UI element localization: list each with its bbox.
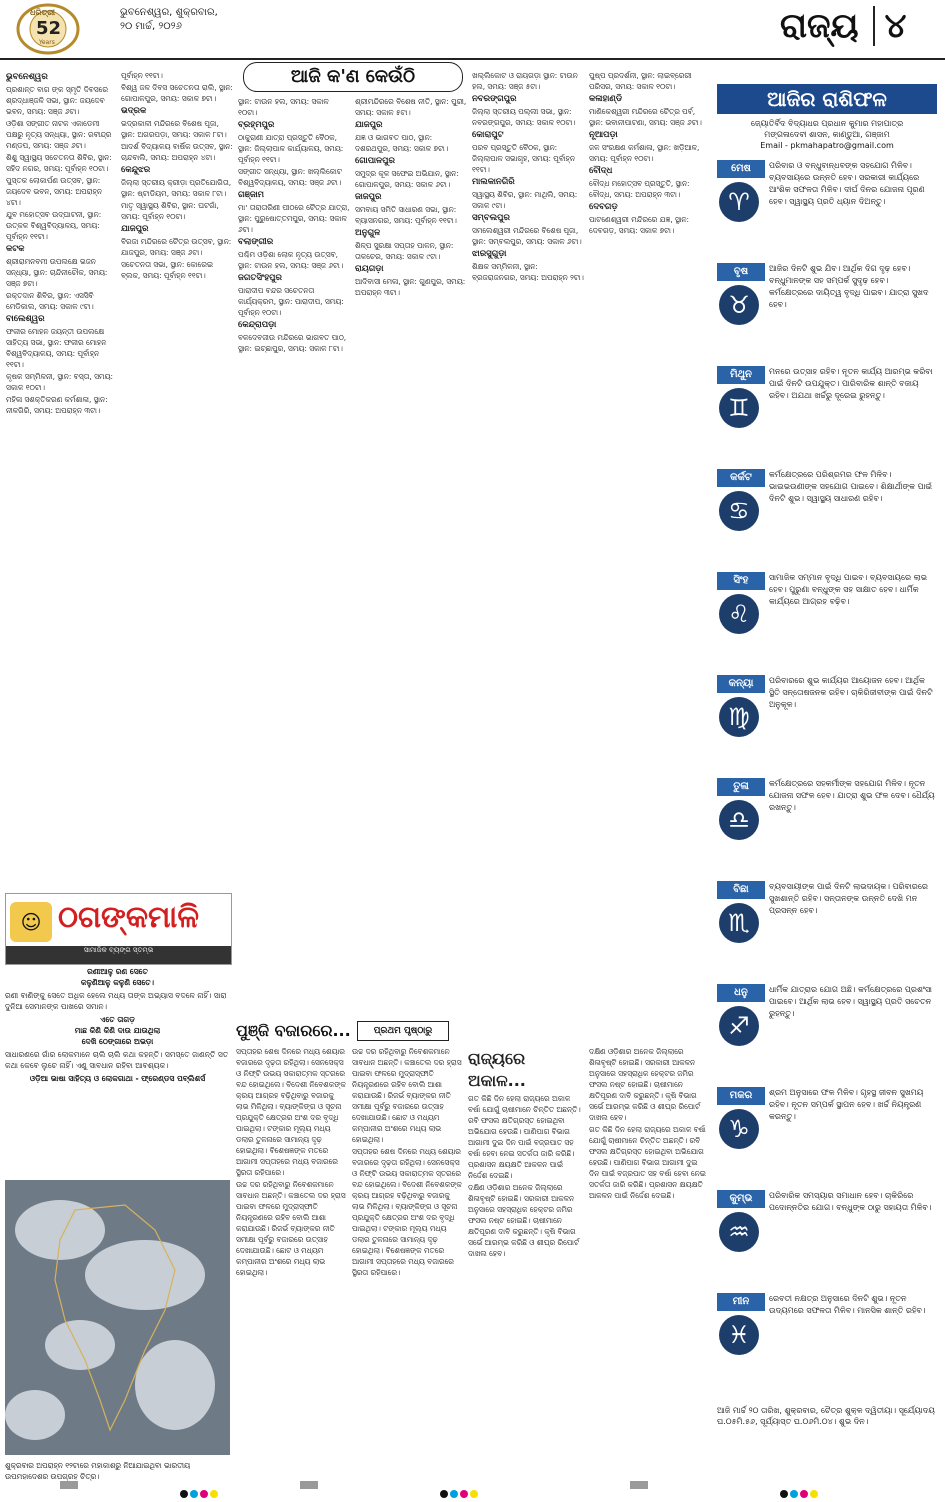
- sign-forecast: ମନରେ ଉତ୍ସାହ ରହିବ। ନୂତନ କାର୍ଯ୍ୟ ଆରମ୍ଭ କରିବା ପାଇଁ ଦିନଟି ଉପଯୁକ୍ତ। ପାରିବାରିକ ଶାନ୍ତି ବଜାୟ ରହିବ। ଅଯଥା ଖର୍ଚ୍ଚରୁ ଦୂରେଇ ରୁହନ୍ତୁ।: [769, 367, 933, 400]
- listing-district-heading: ରାୟଗଡ଼ା: [355, 264, 384, 274]
- horoscope-sign: [717, 469, 937, 565]
- lead-text-1b: ଉଚ୍ଚ ଦର ରହିଥିବାରୁ ନିବେଶକମାନେ ସାବଧାନ ଅଛନ୍ତି। କଞ୍ଚାତେଲ ଦର ହ୍ରାସ ପାଇବା ଫଳରେ ମୁଦ୍ରାସ୍ଫୀତି ନିୟନ୍ତ୍ରଣରେ ରହିବ ବୋଲି ଆଶା କରାଯାଉଛି। ରିଜର୍ଭ ବ୍ୟାଙ୍କର ନୀତି ସମୀକ୍ଷା ପୂର୍ବରୁ ବଜାରରେ ଉତ୍ସାହ ଦେଖାଯାଉଛି। ଛୋଟ ଓ ମଧ୍ୟମ କମ୍ପାନୀର ଅଂଶରେ ମଧ୍ୟ ଲାଭ ହୋଇଥିଲା।: [236, 1180, 346, 1277]
- lead-column-3: [468, 1046, 583, 1456]
- listing-item: ପଶ୍ଚିମ ଓଡ଼ିଶା ଲୋକ ନୃତ୍ୟ ଉତ୍ସବ, ସ୍ଥାନ: ଟାଉନ ହଲ, ସମୟ: ସଞ୍ଜ ୬ଟା।: [238, 250, 344, 270]
- listing-district-heading: ସମ୍ବଲପୁର: [472, 213, 510, 223]
- listing-district-heading: ଭଦ୍ରକ: [121, 106, 147, 116]
- horoscope-sign: [717, 1087, 937, 1183]
- sign-name: ମୀନ: [717, 1293, 765, 1311]
- listing-item: ପ୍ରଶାନ୍ତ ବାଗ ଙ୍କ ସ୍ମୃତି ଦିବସରେ ଶ୍ରଦ୍ଧାଞ୍ଜଳି ସଭା, ସ୍ଥାନ: ଜୟଦେବ ଭବନ, ସମୟ: ସଞ୍ଜ ୬ଟା।: [6, 85, 108, 116]
- sign-forecast: ବ୍ୟବସାୟୀଙ୍କ ପାଇଁ ଦିନଟି ଲାଭଦାୟକ। ପରିବାରରେ ସୁଖଶାନ୍ତି ରହିବ। ସନ୍ତାନଙ୍କ ଉନ୍ନତି ଦେଖି ମନ ପ୍ରସନ୍ନ ହେବ।: [769, 882, 928, 915]
- listing-district-heading: କଟକ: [6, 244, 25, 254]
- horoscope-sign: [717, 366, 937, 462]
- listing-item: ସ୍ଥାନ: ଟାଉନ ହଲ, ସମୟ: ସକାଳ ୧୦ଟା।: [238, 97, 329, 117]
- lead-headline: ପୁଞ୍ଜି ବଜାରରେ...: [236, 1021, 351, 1040]
- section-name: ରାଜ୍ୟ: [780, 6, 859, 46]
- listing-item: ସମଲେଶ୍ୱରୀ ମନ୍ଦିରରେ ବିଶେଷ ପୂଜା, ସ୍ଥାନ: ସମ୍ବଲପୁର, ସମୟ: ସକାଳ ୬ଟା।: [472, 226, 582, 246]
- cartoon-face-icon: ☺: [10, 902, 52, 942]
- listing-item: ଜିଲ୍ଲା ସ୍ତରୀୟ ପଲ୍ଲୀ ସଭା, ସ୍ଥାନ: ନବରଙ୍ଗପୁର, ସମୟ: ସକାଳ ୧୦ଟା।: [472, 107, 576, 127]
- listing-district-heading: ଝାରସୁଗୁଡ଼ା: [472, 249, 507, 259]
- listing-item: ମାତୃ ସ୍ୱାସ୍ଥ୍ୟ ଶିବିର, ସ୍ଥାନ: ଘଟଗାଁ, ସମୟ: ପୂର୍ବାହ୍ନ ୧୦ଟା।: [121, 201, 219, 221]
- listing-item: ସଙ୍ଗୀତ ସନ୍ଧ୍ୟା, ସ୍ଥାନ: ଖଲ୍ଲିକୋଟ ବିଶ୍ୱବିଦ୍ୟାଳୟ, ସମୟ: ସଞ୍ଜ ୬ଟା।: [238, 167, 342, 187]
- listing-district-heading: ଯାଜପୁର: [355, 120, 383, 130]
- masthead-logo: [8, 2, 88, 56]
- zodiac-icon: ♍: [719, 697, 759, 737]
- listing-district-heading: କେନ୍ଦୁଝର: [121, 165, 151, 175]
- listing-item: ଖଲ୍ଲିକୋଟ ଓ ରାୟଗଡ଼ା ସ୍ଥାନ: ଟାଉନ ହଲ, ସମୟ: ସଞ୍ଜ ୫ଟା।: [472, 71, 578, 91]
- listing-district-heading: ବାଲେଶ୍ୱର: [6, 314, 45, 324]
- listing-item: ସମୁଦ୍ର କୂଳ ସଫେଇ ଅଭିଯାନ, ସ୍ଥାନ: ଗୋପାଳପୁର, ସମୟ: ସକାଳ ୬ଟା।: [355, 169, 459, 189]
- listing-district-heading: କୋରାପୁଟ: [472, 130, 504, 140]
- listing-district-heading: ବଲାଙ୍ଗୀର: [238, 237, 274, 247]
- logo-text: ଧରିତ୍ରୀ: [30, 8, 55, 17]
- sign-name: ଧନୁ: [717, 984, 765, 1002]
- satire-verse: କଳୁଣିଆଳୁ କଳୁଣି ସେତେ।: [80, 978, 155, 987]
- listing-district-heading: ନବରଙ୍ଗପୁର: [472, 94, 517, 104]
- listing-item: ଠାକୁରାଣୀ ଯାତ୍ରା ପ୍ରସ୍ତୁତି ବୈଠକ, ସ୍ଥାନ: ଜିଲ୍ଲାପାଳ କାର୍ଯ୍ୟାଳୟ, ସମୟ: ପୂର୍ବାହ୍ନ ୧୧ଟା।: [238, 133, 344, 164]
- sign-name: ବିଛା: [717, 881, 765, 899]
- zodiac-icon: ♎: [719, 800, 759, 840]
- satire-verse: ଏତେ ତାଗଡ଼: [100, 1015, 135, 1024]
- lead-text-3: ଗତ କିଛି ଦିନ ହେଲା ରାଜ୍ୟରେ ଅକାଳ ବର୍ଷା ଯୋଗୁଁ ଚାଷୀମାନେ ଚିନ୍ତିତ ଅଛନ୍ତି। ରବି ଫସଲ କ୍ଷତିଗ୍ରସ୍ତ ହୋଇଥିବା ଅଭିଯୋଗ ହେଉଛି। ପାଣିପାଗ ବିଭାଗ ଆଗାମୀ ଦୁଇ ଦିନ ପାଇଁ ବଜ୍ରପାତ ସହ ବର୍ଷା ହେବା ନେଇ ସତର୍କତା ଜାରି କରିଛି। ପ୍ରଶାସନ କ୍ଷୟକ୍ଷତି ଆକଳନ ପାଇଁ ନିର୍ଦ୍ଦେଶ ଦେଇଛି।: [468, 1094, 581, 1180]
- page-number: ୪: [873, 6, 907, 46]
- sign-name: ମକର: [717, 1087, 765, 1105]
- listing-item: ଶିଳ୍ପ ସୁରକ୍ଷା ସପ୍ତାହ ପାଳନ, ସ୍ଥାନ: ତାଳଚେର, ସମୟ: ସକାଳ ୯ଟା।: [355, 241, 454, 261]
- listing-item: ଶିକ୍ଷକ ସମ୍ମିଳନୀ, ସ୍ଥାନ: ବ୍ରଜରାଜନଗର, ସମୟ: ଅପରାହ୍ନ ୨ଟା।: [472, 262, 584, 282]
- zodiac-icon: ♋: [719, 491, 759, 531]
- listing-item: ଶ୍ରୀମନ୍ଦିରରେ ବିଶେଷ ନୀତି, ସ୍ଥାନ: ପୁରୀ, ସମୟ: ସକାଳ ୫ଟା।: [355, 97, 467, 117]
- listing-item: ମାଣିକେଶ୍ୱରୀ ମନ୍ଦିରରେ ଚୈତ୍ର ପର୍ବ, ସ୍ଥାନ: ଭବାନୀପାଟଣା, ସମୟ: ସଞ୍ଜ ୬ଟା।: [589, 107, 702, 127]
- listing-item: ବଳଦେବଜୀଉ ମନ୍ଦିରରେ ଭାଗବତ ପାଠ, ସ୍ଥାନ: ଇଚ୍ଛାପୁର, ସମୟ: ସକାଳ ୮ଟା।: [238, 333, 347, 353]
- sign-name: କୁମ୍ଭ: [717, 1190, 765, 1208]
- listing-item: ଯଜ୍ଞ ଓ ଭାଗବତ ପାଠ, ସ୍ଥାନ: ଦଶରଥପୁର, ସମୟ: ସକାଳ ୭ଟା।: [355, 133, 449, 153]
- satire-paragraph: ରଣୀ ବାଣିଙ୍କୁ ସେତେ ଅଧିକ ହେଲେ ମଧ୍ୟ ତାଙ୍କ ଅଭ୍ୟାସ ବଦଳେ ନାହିଁ। ସାରା ଦୁନିଆ ସେମାନଙ୍କ ପାଖରେ ସମାନ।: [5, 991, 227, 1011]
- listing-item: ଶିଶୁ ସ୍ୱାସ୍ଥ୍ୟ ସଚେତନତା ଶିବିର, ସ୍ଥାନ: ସହିଦ ନଗର, ସମୟ: ପୂର୍ବାହ୍ନ ୧୦ଟା।: [6, 153, 112, 173]
- sign-forecast: ରେବତୀ ନକ୍ଷତ୍ର ଅନୁସାରେ ଦିନଟି ଶୁଭ। ନୂତନ ଉଦ୍ୟମରେ ସଫଳତା ମିଳିବ। ମାନସିକ ଶାନ୍ତି ରହିବ।: [769, 1294, 926, 1315]
- sign-name: କନ୍ୟା: [717, 675, 765, 693]
- listing-item: ବୌଦ୍ଧ ମହୋତ୍ସବ ପ୍ରସ୍ତୁତି, ସ୍ଥାନ: ବୌଦ୍ଧ, ସମୟ: ଅପରାହ୍ନ ୩ଟା।: [589, 179, 690, 199]
- horoscope-sign: [717, 160, 937, 256]
- listing-item: ପରବ ପ୍ରସ୍ତୁତି ବୈଠକ, ସ୍ଥାନ: ଜିଲ୍ଲାପାଳ ସଭାଗୃହ, ସମୟ: ପୂର୍ବାହ୍ନ ୧୧ଟା।: [472, 143, 575, 174]
- sign-forecast: ସାମାଜିକ ସମ୍ମାନ ବୃଦ୍ଧି ପାଇବ। ବ୍ୟବସାୟରେ ଲାଭ ହେବ। ପୁରୁଣା ବନ୍ଧୁଙ୍କ ସହ ସାକ୍ଷାତ ହେବ। ଧାର୍ମିକ କାର୍ଯ୍ୟରେ ଆଗ୍ରହ ବଢ଼ିବ।: [769, 573, 928, 606]
- dateline-date: ୨୦ ମାର୍ଚ୍ଚ, ୨୦୨୬: [120, 21, 182, 32]
- listing-column-3: [238, 96, 350, 1006]
- horoscope-sign: [717, 572, 937, 668]
- horoscope-sign: [717, 1190, 937, 1286]
- listing-column-5: [472, 70, 584, 1006]
- listing-district-heading: ମାଲକାନଗିରି: [472, 177, 515, 187]
- astrologer-name: ଜ୍ୟୋତିର୍ବିଦ ବିଦ୍ୟାଧର ପ୍ରଧାନ କୁମାର ମହାପାତ୍ର: [750, 119, 904, 128]
- horoscope-sign: [717, 984, 937, 1080]
- print-mark: [60, 1481, 78, 1489]
- astrologer-address: ମଙ୍ଗଳାଦେବୀ ଶାସନ, କାଣ୍ଡୁଆ, ଗଞ୍ଜାମ: [764, 130, 890, 139]
- logo-years: 52: [36, 18, 62, 39]
- listing-item: ରକ୍ତଦାନ ଶିବିର, ସ୍ଥାନ: ଏସସିବି ମେଡିକାଲ, ସମୟ: ସକାଳ ୯ଟା।: [6, 291, 94, 311]
- listing-district-heading: ଗଞ୍ଜାମ: [238, 190, 265, 200]
- sign-name: କର୍କଟ: [717, 469, 765, 487]
- lead-text-3b: ଦକ୍ଷିଣ ଓଡ଼ିଶାର ଅନେକ ଜିଲ୍ଲାରେ ଶିଳାବୃଷ୍ଟି ହୋଇଛି। ସରକାରୀ ଆକଳନ ଅନୁସାରେ ସହସ୍ରାଧିକ ହେକ୍ଟର ଜମିର ଫସଲ ନଷ୍ଟ ହୋଇଛି। ଚାଷୀମାନେ କ୍ଷତିପୂରଣ ଦାବି କରୁଛନ୍ତି। କୃଷି ବିଭାଗ ସର୍ଭେ ଆରମ୍ଭ କରିଛି ଓ ଶୀଘ୍ର ରିପୋର୍ଟ ଦାଖଲ ହେବ।: [468, 1183, 580, 1258]
- listing-item: ଯୁବ ମହୋତ୍ସବ ଉଦ୍‌ଘାଟନୀ, ସ୍ଥାନ: ଉତ୍କଳ ବିଶ୍ୱବିଦ୍ୟାଳୟ, ସମୟ: ପୂର୍ବାହ୍ନ ୧୧ଟା।: [6, 210, 102, 241]
- sign-forecast: କର୍ମକ୍ଷେତ୍ରରେ ପରିଶ୍ରମର ଫଳ ମିଳିବ। ଭାଇଭଉଣୀଙ୍କ ସହଯୋଗ ପାଇବେ। ଶିକ୍ଷାର୍ଥୀଙ୍କ ପାଇଁ ଦିନଟି ଶୁଭ। ସ୍ୱାସ୍ଥ୍ୟ ସାଧାରଣ ରହିବ।: [769, 470, 933, 503]
- listing-district-heading: ଅନୁଗୁଳ: [355, 228, 381, 238]
- listing-item: ଭଦ୍ରକାଳୀ ମନ୍ଦିରରେ ବିଶେଷ ପୂଜା, ସ୍ଥାନ: ଅଗରପଡ଼ା, ସମୟ: ସକାଳ ୮ଟା।: [121, 119, 227, 139]
- listing-district-heading: ଜଗତସିଂହପୁର: [238, 273, 282, 283]
- listing-item: ଜଳ ସଂରକ୍ଷଣ କର୍ମଶାଳା, ସ୍ଥାନ: ଖଡ଼ିଆଳ, ସମୟ: ପୂର୍ବାହ୍ନ ୧୦ଟା।: [589, 143, 700, 163]
- listing-district-heading: ବୌଦ୍ଧ: [589, 166, 613, 176]
- zodiac-icon: ♐: [719, 1006, 759, 1046]
- horoscope-sign: [717, 881, 937, 977]
- section-title: [780, 6, 940, 52]
- satire-verse: ଓଡ଼ିଆ ଭାଷା ସାହିତ୍ୟ ଓ ଲୋକଗାଥା - ଫ୍ରେଣ୍ଡସ ପବ୍ଲିଶର୍ସ: [29, 1074, 206, 1083]
- listing-item: ପାରାଦୀପ ବନ୍ଦର ସଚେତନତା କାର୍ଯ୍ୟକ୍ରମ, ସ୍ଥାନ: ପାରାଦୀପ, ସମୟ: ପୂର୍ବାହ୍ନ ୧୦ଟା।: [238, 286, 344, 317]
- satire-paragraph: ସାଧାରଣରେ ଗାଁର ଲୋକମାନେ ଚାଲି ଚାଲି କଥା କହନ୍ତି। ସମସ୍ତେ ଜାଣନ୍ତି ସତ କଥା କେବେ ଲୁଚେ ନାହିଁ। ଏଣୁ ସାବଧାନ ରହିବା ଆବଶ୍ୟକ।: [5, 1050, 229, 1070]
- listing-item: ଆଦିବାସୀ ମେଳା, ସ୍ଥାନ: ଗୁଣପୁର, ସମୟ: ଅପରାହ୍ନ ୩ଟା।: [355, 277, 466, 297]
- sign-name: ମେଷ: [717, 160, 765, 178]
- lead-text-1: ସପ୍ତାହର ଶେଷ ଦିନରେ ମଧ୍ୟ ଶେୟାର ବଜାରରେ ଦୃଢ଼ତା ରହିଥିଲା। ସେନସେକ୍ସ ଓ ନିଫ୍‌ଟି ଉଭୟ ସକାରାତ୍ମକ ସ୍ତରରେ ବନ୍ଦ ହୋଇଥିଲେ। ବିଦେଶୀ ନିବେଶକଙ୍କ କ୍ରୟ ଆଗ୍ରହ ବଢ଼ିଥିବାରୁ ବଜାରକୁ ଲାଭ ମିଳିଥିଲା। ବ୍ୟାଙ୍କିଙ୍ଗ ଓ ସୂଚନା ପ୍ରଯୁକ୍ତି କ୍ଷେତ୍ରର ଅଂଶ ଦର ବୃଦ୍ଧି ପାଇଥିଲା। ଟଙ୍କାର ମୂଲ୍ୟ ମଧ୍ୟ ଡଲାର ତୁଳନାରେ ସାମାନ୍ୟ ଦୃଢ଼ ହୋଇଥିଲା। ବିଶେଷଜ୍ଞଙ୍କ ମତରେ ଆଗାମୀ ସପ୍ତାହରେ ମଧ୍ୟ ବଜାରରେ ସ୍ଥିରତା ରହିପାରେ।: [236, 1047, 346, 1177]
- listing-column-6: [589, 70, 707, 1006]
- horoscope-sign: [717, 263, 937, 359]
- print-mark: [630, 1481, 648, 1489]
- logo-years-label: Years: [39, 39, 55, 46]
- zodiac-icon: ♒: [719, 1212, 759, 1252]
- sign-forecast: ପରିବାରରେ ଶୁଭ କାର୍ଯ୍ୟର ଆୟୋଜନ ହେବ। ଆର୍ଥିକ ସ୍ଥିତି ସନ୍ତୋଷଜନକ ରହିବ। ଚାକିରିଜୀବୀଙ୍କ ପାଇଁ ଦିନଟି ଅନୁକୂଳ।: [769, 676, 933, 709]
- astrologer-email: Email - pkmahapatro@gmail.com: [760, 141, 894, 150]
- sign-forecast: ଶ୍ରମ ଅନୁସାରେ ଫଳ ମିଳିବ। ଗୃହସ୍ଥ ଜୀବନ ସୁଖମୟ ରହିବ। ନୂତନ ସମ୍ପର୍କ ସ୍ଥାପନ ହେବ। ଖର୍ଚ୍ଚ ନିୟନ୍ତ୍ରଣ କରନ୍ତୁ।: [769, 1088, 924, 1121]
- horoscope-sign: [717, 778, 937, 874]
- sign-name: ମିଥୁନ: [717, 366, 765, 384]
- listing-item: ମା' ତାରାତାରିଣୀ ପୀଠରେ ଚୈତ୍ର ଯାତ୍ରା, ସ୍ଥାନ: ପୁରୁଷୋତ୍ତମପୁର, ସମୟ: ସକାଳ ୬ଟା।: [238, 203, 350, 234]
- satire-verse: ଦେଖି ଠେଙ୍ଗାରେ ଅଭଡ଼ା: [81, 1037, 154, 1046]
- listing-district-heading: କେନ୍ଦ୍ରାପଡ଼ା: [238, 320, 277, 330]
- zodiac-icon: ♊: [719, 388, 759, 428]
- listing-district-heading: ବ୍ରହ୍ମପୁର: [238, 120, 275, 130]
- satire-verse: ରଣୀଆଳୁ ରଣ ସେତେ: [87, 967, 148, 976]
- listing-banner: ଆଜି କ'ଣ କେଉଁଠି: [243, 62, 463, 92]
- lead-text-4: ଦକ୍ଷିଣ ଓଡ଼ିଶାର ଅନେକ ଜିଲ୍ଲାରେ ଶିଳାବୃଷ୍ଟି ହୋଇଛି। ସରକାରୀ ଆକଳନ ଅନୁସାରେ ସହସ୍ରାଧିକ ହେକ୍ଟର ଜମିର ଫସଲ ନଷ୍ଟ ହୋଇଛି। ଚାଷୀମାନେ କ୍ଷତିପୂରଣ ଦାବି କରୁଛନ୍ତି। କୃଷି ବିଭାଗ ସର୍ଭେ ଆରମ୍ଭ କରିଛି ଓ ଶୀଘ୍ର ରିପୋର୍ଟ ଦାଖଲ ହେବ।: [589, 1047, 701, 1122]
- zodiac-icon: ♓: [719, 1315, 759, 1355]
- listing-district-heading: ଭୁବନେଶ୍ୱର: [6, 72, 48, 82]
- satire-box: [5, 893, 232, 965]
- listing-district-heading: ଗୋପାଳପୁର: [355, 156, 395, 166]
- listing-item: ଓଡ଼ିଶା ସଙ୍ଗୀତ ନାଟକ ଏକାଡେମୀ ପକ୍ଷରୁ ନୃତ୍ୟ ସନ୍ଧ୍ୟା, ସ୍ଥାନ: ରବୀନ୍ଦ୍ର ମଣ୍ଡପ, ସମୟ: ସଞ୍ଜ ୬ଟା।: [6, 119, 112, 150]
- satire-body: [5, 966, 230, 1084]
- listing-item: ଫକୀର ମୋହନ ଜୟନ୍ତୀ ଉପଲକ୍ଷେ ସାହିତ୍ୟ ସଭା, ସ୍ଥାନ: ଫକୀର ମୋହନ ବିଶ୍ୱବିଦ୍ୟାଳୟ, ସମୟ: ପୂର୍ବାହ୍ନ ୧୧ଟା।: [6, 327, 107, 369]
- satire-caption: ସାମାଜିକ ବ୍ୟଙ୍ଗ ସ୍ତମ୍ଭ: [6, 946, 231, 964]
- zodiac-icon: ♉: [719, 285, 759, 325]
- horoscope-sign: [717, 1293, 937, 1389]
- map-caption: ଶୁକ୍ରବାର ଅପରାହ୍ନ ୧୨ଟାରେ ମହାକାଶରୁ ନିଆଯାଇଥିବା ଭାରତୀୟ ଉପମହାଦେଶର ଉପଗ୍ରହ ଚିତ୍ର।: [5, 1461, 191, 1481]
- listing-district-heading: ଯାଜପୁର: [121, 224, 149, 234]
- cmyk-marks: [440, 1483, 480, 1491]
- sign-name: ବୃଷ: [717, 263, 765, 281]
- sub-headline: ରାଜ୍ୟରେ ଅକାଳ...: [468, 1049, 526, 1090]
- zodiac-icon: ♌: [719, 594, 759, 634]
- lead-text-2: ଉଚ୍ଚ ଦର ରହିଥିବାରୁ ନିବେଶକମାନେ ସାବଧାନ ଅଛନ୍ତି। କଞ୍ଚାତେଲ ଦର ହ୍ରାସ ପାଇବା ଫଳରେ ମୁଦ୍ରାସ୍ଫୀତି ନିୟନ୍ତ୍ରଣରେ ରହିବ ବୋଲି ଆଶା କରାଯାଉଛି। ରିଜର୍ଭ ବ୍ୟାଙ୍କର ନୀତି ସମୀକ୍ଷା ପୂର୍ବରୁ ବଜାରରେ ଉତ୍ସାହ ଦେଖାଯାଉଛି। ଛୋଟ ଓ ମଧ୍ୟମ କମ୍ପାନୀର ଅଂଶରେ ମଧ୍ୟ ଲାଭ ହୋଇଥିଲା।: [352, 1047, 462, 1144]
- listing-item: ମହିଳା ସଶକ୍ତିକରଣ କର୍ମଶାଳା, ସ୍ଥାନ: ନୀଳଗିରି, ସମୟ: ଅପରାହ୍ନ ୩ଟା।: [6, 395, 108, 415]
- sign-forecast: ପରିବାର ଓ ବନ୍ଧୁବାନ୍ଧବଙ୍କ ସହଯୋଗ ମିଳିବ। ବ୍ୟବସାୟରେ ଉନ୍ନତି ହେବ। ସରକାରୀ କାର୍ଯ୍ୟରେ ଆଂଶିକ ସଫଳତା ମିଳିବ। ଦୀର୍ଘ ଦିନର ଯୋଜନା ପୂରଣ ହେବ। ସ୍ୱାସ୍ଥ୍ୟ ପ୍ରତି ଧ୍ୟାନ ଦିଅନ୍ତୁ।: [769, 161, 925, 206]
- listing-item: ପୁଷ୍ପ ପ୍ରଦର୍ଶନୀ, ସ୍ଥାନ: ଲାଇବ୍ରେରୀ ପରିସର, ସମୟ: ସକାଳ ୧୦ଟା।: [589, 71, 692, 91]
- listing-column-2: [121, 70, 233, 885]
- listing-column-4: [355, 96, 467, 1006]
- zodiac-icon: ♈: [719, 182, 759, 222]
- listing-item: ବିରଜା ମନ୍ଦିରରେ ଚୈତ୍ର ଉତ୍ସବ, ସ୍ଥାନ: ଯାଜପୁର, ସମୟ: ସଞ୍ଜ ୬ଟା।: [121, 237, 232, 257]
- listing-item: ପୂର୍ବାହ୍ନ ୧୧ଟା।: [121, 71, 163, 80]
- listing-district-heading: ଜାଜପୁର: [355, 192, 382, 202]
- lead-column-2: [352, 1046, 462, 1456]
- cmyk-marks: [780, 1483, 820, 1491]
- horoscope-footer: ଆଜି ମାର୍ଚ୍ଚ ୨୦ ତାରିଖ, ଶୁକ୍ରବାର, ଚୈତ୍ର ଶୁକ୍ଳ ଦ୍ୱିତୀୟା। ସୂର୍ଯ୍ୟୋଦୟ ଘ.୦୫ମି.୫୬, ସୂର୍ଯ୍ୟାସ୍ତ ଘ.୦୬ମି.୦୪। ଶୁଭ ଦିନ।: [717, 1406, 935, 1426]
- page-header: [0, 0, 945, 60]
- listing-item: ଆଦର୍ଶ ବିଦ୍ୟାଳୟ ବାର୍ଷିକ ଉତ୍ସବ, ସ୍ଥାନ: ଚାନ୍ଦବାଲି, ସମୟ: ଅପରାହ୍ନ ୪ଟା।: [121, 142, 233, 162]
- lead-text-2b: ସପ୍ତାହର ଶେଷ ଦିନରେ ମଧ୍ୟ ଶେୟାର ବଜାରରେ ଦୃଢ଼ତା ରହିଥିଲା। ସେନସେକ୍ସ ଓ ନିଫ୍‌ଟି ଉଭୟ ସକାରାତ୍ମକ ସ୍ତରରେ ବନ୍ଦ ହୋଇଥିଲେ। ବିଦେଶୀ ନିବେଶକଙ୍କ କ୍ରୟ ଆଗ୍ରହ ବଢ଼ିଥିବାରୁ ବଜାରକୁ ଲାଭ ମିଳିଥିଲା। ବ୍ୟାଙ୍କିଙ୍ଗ ଓ ସୂଚନା ପ୍ରଯୁକ୍ତି କ୍ଷେତ୍ରର ଅଂଶ ଦର ବୃଦ୍ଧି ପାଇଥିଲା। ଟଙ୍କାର ମୂଲ୍ୟ ମଧ୍ୟ ଡଲାର ତୁଳନାରେ ସାମାନ୍ୟ ଦୃଢ଼ ହୋଇଥିଲା। ବିଶେଷଜ୍ଞଙ୍କ ମତରେ ଆଗାମୀ ସପ୍ତାହରେ ମଧ୍ୟ ବଜାରରେ ସ୍ଥିରତା ରହିପାରେ।: [352, 1147, 462, 1277]
- listing-column-1: [6, 70, 116, 885]
- dateline: [120, 6, 260, 34]
- horoscope-title: ଆଜିର ରାଶିଫଳ: [717, 84, 937, 114]
- listing-district-heading: ଦେବଗଡ଼: [589, 202, 618, 212]
- listing-item: କୃଷକ ସମ୍ମିଳନୀ, ସ୍ଥାନ: ବସ୍ତା, ସମୟ: ସକାଳ ୧୦ଟା।: [6, 372, 114, 392]
- india-outline: [5, 1180, 230, 1455]
- lead-column-4: [589, 1046, 707, 1456]
- lead-text-4b: ଗତ କିଛି ଦିନ ହେଲା ରାଜ୍ୟରେ ଅକାଳ ବର୍ଷା ଯୋଗୁଁ ଚାଷୀମାନେ ଚିନ୍ତିତ ଅଛନ୍ତି। ରବି ଫସଲ କ୍ଷତିଗ୍ରସ୍ତ ହୋଇଥିବା ଅଭିଯୋଗ ହେଉଛି। ପାଣିପାଗ ବିଭାଗ ଆଗାମୀ ଦୁଇ ଦିନ ପାଇଁ ବଜ୍ରପାତ ସହ ବର୍ଷା ହେବା ନେଇ ସତର୍କତା ଜାରି କରିଛି। ପ୍ରଶାସନ କ୍ଷୟକ୍ଷତି ଆକଳନ ପାଇଁ ନିର୍ଦ୍ଦେଶ ଦେଇଛି।: [589, 1125, 706, 1200]
- sign-forecast: ଆଜିର ଦିନଟି ଶୁଭ ଯିବ। ଆର୍ଥିକ ଦିଗ ଦୃଢ଼ ହେବ। ବନ୍ଧୁମାନଙ୍କ ସହ ସମ୍ପର୍କ ସୁଦୃଢ଼ ହେବ। କର୍ମକ୍ଷେତ୍ରରେ ଦାୟିତ୍ୱ ବୃଦ୍ଧି ପାଇବ। ଯାତ୍ରା ସୁଖଦ ହେବ।: [769, 264, 929, 309]
- zodiac-icon: ♑: [719, 1109, 759, 1149]
- lead-column-1: [236, 1046, 346, 1456]
- cmyk-marks: [180, 1483, 220, 1491]
- listing-district-heading: ନୂଆପଡ଼ା: [589, 130, 618, 140]
- satire-title: ଠଗଙ୍କମାଳି: [58, 900, 199, 935]
- print-mark: [300, 1481, 318, 1489]
- sign-name: ତୁଳା: [717, 778, 765, 796]
- zodiac-icon: ♏: [719, 903, 759, 943]
- horoscope-byline: [717, 118, 937, 151]
- satellite-map: [5, 1180, 230, 1455]
- listing-district-heading: କଳାହାଣ୍ଡି: [589, 94, 623, 104]
- satire-verse: ମାଛ କିଣି କିଣି ଦାଉ ଯାଉଥିଲା: [74, 1026, 161, 1035]
- listing-item: ପାଟଣେଶ୍ୱରୀ ମନ୍ଦିରରେ ଯଜ୍ଞ, ସ୍ଥାନ: ଦେବଗଡ଼, ସମୟ: ସକାଳ ୭ଟା।: [589, 215, 690, 235]
- sign-forecast: ପରିବାରିକ ସମସ୍ୟାର ସମାଧାନ ହେବ। ଚାକିରିରେ ପଦୋନ୍ନତିର ଯୋଗ। ବନ୍ଧୁଙ୍କ ଠାରୁ ସହାୟତା ମିଳିବ।: [769, 1191, 932, 1212]
- listing-item: ସ୍ୱାସ୍ଥ୍ୟ ଶିବିର, ସ୍ଥାନ: ମାଥିଲି, ସମୟ: ସକାଳ ୯ଟା।: [472, 190, 578, 210]
- continuation-badge: ପ୍ରଥମ ପୃଷ୍ଠାରୁ: [357, 1021, 449, 1041]
- listing-item: ଜିଲ୍ଲା ସ୍ତରୀୟ କ୍ରୀଡ଼ା ପ୍ରତିଯୋଗିତା, ସ୍ଥାନ: ଷ୍ଟାଡିୟମ, ସମୟ: ସକାଳ ୮ଟା।: [121, 178, 232, 198]
- listing-item: ସମବାୟ ସମିତି ସାଧାରଣ ସଭା, ସ୍ଥାନ: ବ୍ୟାସନଗର, ସମୟ: ପୂର୍ବାହ୍ନ ୧୧ଟା।: [355, 205, 457, 225]
- listing-item: ସଚେତନତା ସଭା, ସ୍ଥାନ: କୋରେଇ ବ୍ଲକ, ସମୟ: ପୂର୍ବାହ୍ନ ୧୧ଟା।: [121, 260, 214, 280]
- dateline-day: ଭୁବନେଶ୍ୱର, ଶୁକ୍ରବାର,: [120, 7, 218, 18]
- sign-name: ସିଂହ: [717, 572, 765, 590]
- listing-item: ବିଶ୍ୱ ଜଳ ଦିବସ ସଚେତନତା ରାଲି, ସ୍ଥାନ: ଗୋପାଳପୁର, ସମୟ: ସକାଳ ୭ଟା।: [121, 83, 233, 103]
- listing-item: ଶ୍ରୀରାମନବମୀ ଉପଲକ୍ଷେ ଭଜନ ସନ୍ଧ୍ୟା, ସ୍ଥାନ: ଚାନ୍ଦିନୀଚୌକ, ସମୟ: ସଞ୍ଜ ୭ଟା।: [6, 257, 108, 288]
- horoscope-sign: [717, 675, 937, 771]
- sign-forecast: ଧାର୍ମିକ ଯାତ୍ରାର ଯୋଗ ଅଛି। କର୍ମକ୍ଷେତ୍ରରେ ପ୍ରଶଂସା ପାଇବେ। ଆର୍ଥିକ ଲାଭ ହେବ। ସ୍ୱାସ୍ଥ୍ୟ ପ୍ରତି ସଚେତନ ରୁହନ୍ତୁ।: [769, 985, 932, 1018]
- listing-item: ପୁସ୍ତକ ଲୋକାର୍ପଣ ଉତ୍ସବ, ସ୍ଥାନ: ଜୟଦେବ ଭବନ, ସମୟ: ଅପରାହ୍ନ ୪ଟା।: [6, 176, 102, 207]
- sign-forecast: କର୍ମକ୍ଷେତ୍ରରେ ସହକର୍ମୀଙ୍କ ସହଯୋଗ ମିଳିବ। ନୂତନ ଯୋଜନା ସଫଳ ହେବ। ଯାତ୍ରା ଶୁଭ ଫଳ ଦେବ। ଧୈର୍ଯ୍ୟ ରଖନ୍ତୁ।: [769, 779, 935, 812]
